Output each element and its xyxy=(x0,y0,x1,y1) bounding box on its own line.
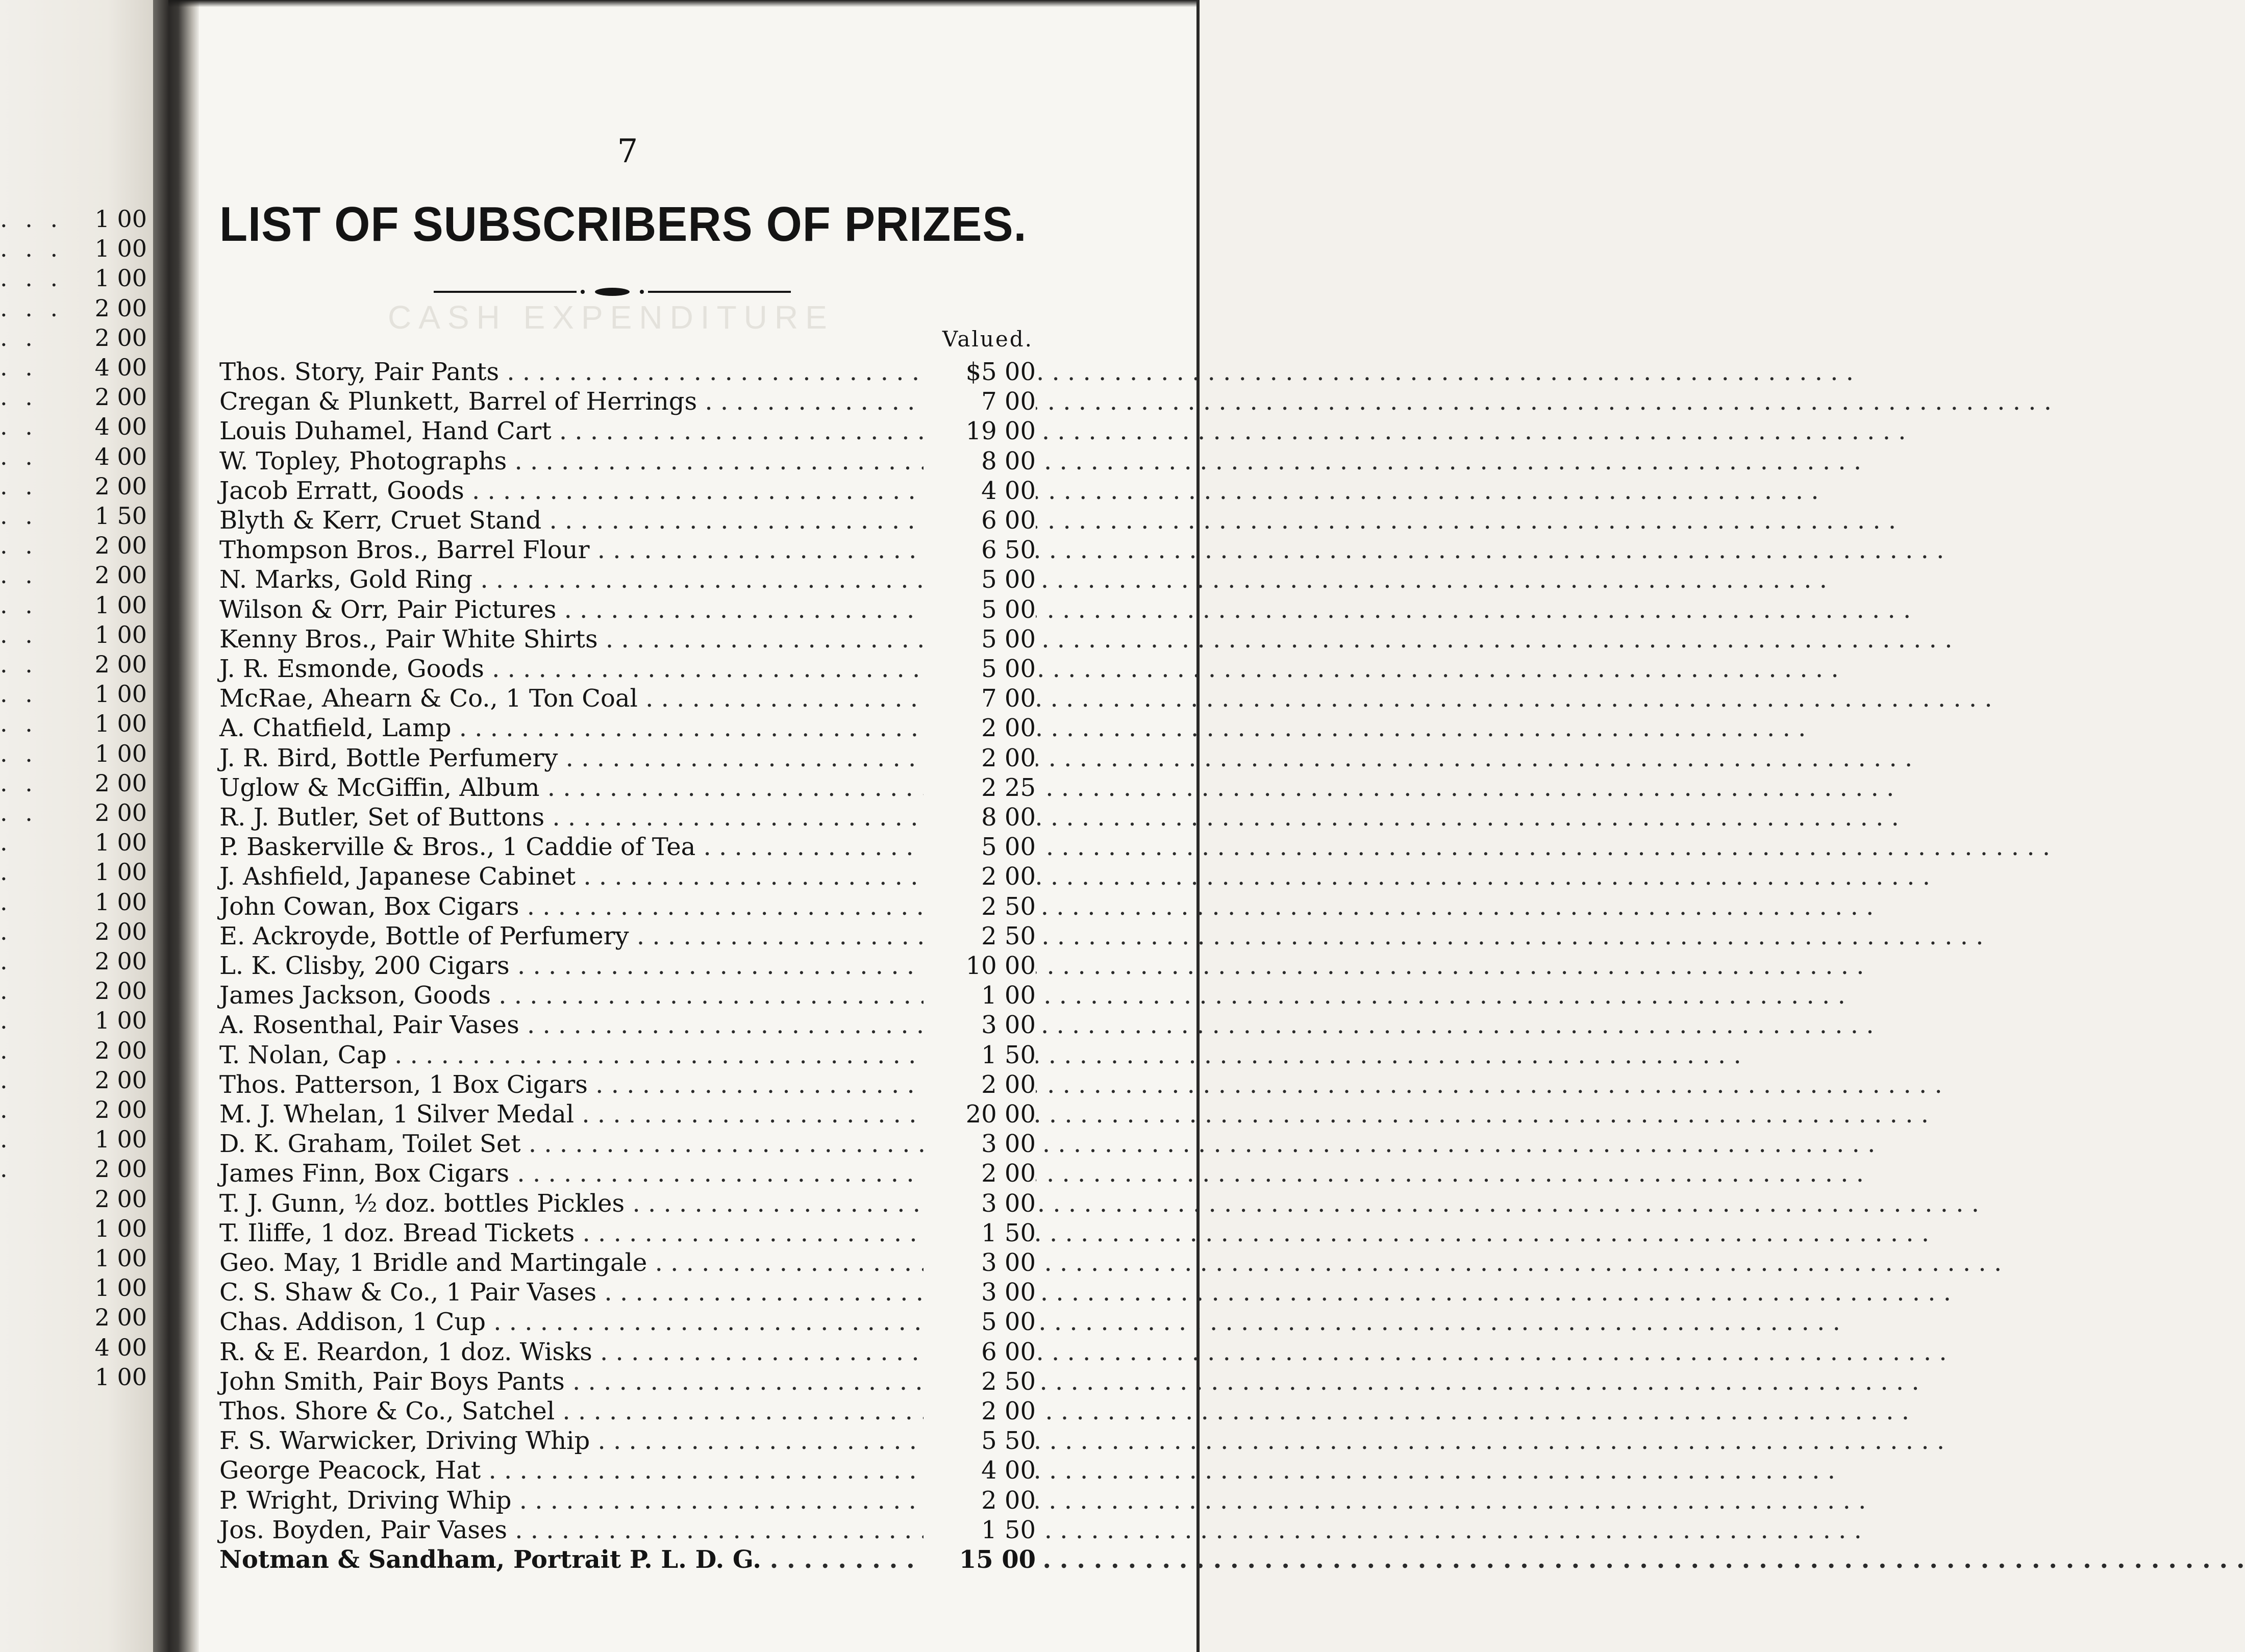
prize-row xyxy=(219,595,1036,624)
left-amount: 1 00 xyxy=(94,1274,147,1302)
left-amount-row xyxy=(0,531,153,560)
left-amount: 1 00 xyxy=(94,829,147,857)
left-amount: 1 00 xyxy=(94,710,147,738)
prize-row xyxy=(219,1010,1036,1040)
prize-row xyxy=(219,1248,1036,1278)
prize-description: L. K. Clisby, 200 Cigars . . . xyxy=(219,951,931,981)
prize-description: Thos. Patterson, 1 Box Cigars . . . xyxy=(219,1070,931,1099)
prize-description: J. Ashfield, Japanese Cabinet . . . xyxy=(219,862,931,891)
prize-description: R. J. Butler, Set of Buttons . . . xyxy=(219,803,931,832)
prize-row xyxy=(219,476,1036,506)
left-amount-row xyxy=(0,798,153,828)
prize-value: 20 00 xyxy=(924,1099,1036,1129)
left-amount: 2 00 xyxy=(94,323,147,352)
left-amount: 2 00 xyxy=(94,769,147,797)
prize-value: 2 00 xyxy=(924,713,1036,743)
leader-dots: . . xyxy=(0,710,38,738)
prize-description: Wilson & Orr, Pair Pictures . . . xyxy=(219,595,931,624)
left-amount: 1 00 xyxy=(94,1214,147,1242)
prize-value: 1 50 xyxy=(924,1040,1036,1070)
prize-value: 7 00 xyxy=(924,387,1036,416)
left-amount: 2 00 xyxy=(94,383,147,411)
leader-dots: . xyxy=(0,977,13,1005)
prize-row xyxy=(219,446,1036,476)
prize-row xyxy=(219,357,1036,387)
prize-row xyxy=(219,743,1036,773)
prize-description: A. Chatfield, Lamp . . . xyxy=(219,713,931,743)
prize-description: Kenny Bros., Pair White Shirts . . . xyxy=(219,624,931,654)
left-amount: 2 00 xyxy=(94,1096,147,1123)
prize-description: John Cowan, Box Cigars . . . xyxy=(219,892,931,921)
leader-dots: . xyxy=(0,947,13,975)
left-amount-row xyxy=(0,768,153,798)
leader-dots: . . xyxy=(0,323,38,352)
left-amount-row xyxy=(0,471,153,501)
prize-description: George Peacock, Hat . . . xyxy=(219,1456,931,1485)
prize-description: C. S. Shaw & Co., 1 Pair Vases . . . xyxy=(219,1278,931,1307)
prize-description: W. Topley, Photographs . . . xyxy=(219,446,931,476)
left-amount: 1 00 xyxy=(94,739,147,767)
left-amount: 2 00 xyxy=(94,1185,147,1213)
prize-description: D. K. Graham, Toilet Set . . . xyxy=(219,1129,931,1159)
prize-row xyxy=(219,951,1036,981)
prize-value: 19 00 xyxy=(924,416,1036,446)
prize-description: P. Wright, Driving Whip . . . xyxy=(219,1486,931,1515)
prize-value: 2 25 xyxy=(924,773,1036,803)
left-amount: 4 00 xyxy=(94,354,147,381)
left-amount-row xyxy=(0,828,153,857)
prize-value: $5 00 xyxy=(924,357,1036,387)
left-amount-row xyxy=(0,1184,153,1214)
left-amount: 2 00 xyxy=(94,1036,147,1064)
leader-dots: . . xyxy=(0,739,38,767)
prize-value: 7 00 xyxy=(924,684,1036,713)
leader-dots: . . . xyxy=(0,264,63,292)
prize-value: 8 00 xyxy=(924,446,1036,476)
left-amount: 2 00 xyxy=(94,650,147,678)
leader-dots: . . xyxy=(0,799,38,827)
leader-dots: . . xyxy=(0,472,38,500)
prize-description: Blyth & Kerr, Cruet Stand . . . xyxy=(219,506,931,535)
prize-description: T. Nolan, Cap . . . xyxy=(219,1040,931,1070)
leader-dots: . . . xyxy=(0,205,63,233)
left-amount: 2 00 xyxy=(94,977,147,1005)
left-amount-row xyxy=(0,679,153,709)
page-number: 7 xyxy=(617,133,638,170)
left-amount-row xyxy=(0,1154,153,1184)
prize-value: 8 00 xyxy=(924,803,1036,832)
left-amount-row xyxy=(0,1214,153,1243)
prize-description: McRae, Ahearn & Co., 1 Ton Coal . . . xyxy=(219,684,931,713)
left-amount: 1 00 xyxy=(94,620,147,648)
left-amount: 4 00 xyxy=(94,413,147,441)
left-amount: 1 00 xyxy=(94,858,147,886)
prize-value: 3 00 xyxy=(924,1189,1036,1218)
prize-row xyxy=(219,1486,1036,1515)
leader-dots: . . xyxy=(0,769,38,797)
leader-dots: . . . xyxy=(0,294,63,322)
prize-value: 3 00 xyxy=(924,1129,1036,1159)
left-amount: 1 50 xyxy=(94,502,147,530)
prize-row xyxy=(219,862,1036,891)
left-amount-row xyxy=(0,412,153,441)
left-amount-row xyxy=(0,1243,153,1273)
prize-value: 2 00 xyxy=(924,1070,1036,1099)
left-amount: 2 00 xyxy=(94,294,147,322)
left-amount-row xyxy=(0,976,153,1006)
prize-row xyxy=(219,387,1036,416)
left-amount-row xyxy=(0,1124,153,1154)
prize-description: A. Rosenthal, Pair Vases . . . xyxy=(219,1010,931,1040)
left-amount-row xyxy=(0,1095,153,1124)
leader-dots: . xyxy=(0,829,13,857)
leader-dots: . xyxy=(0,917,13,945)
prize-description: Geo. May, 1 Bridle and Martingale . . . xyxy=(219,1248,931,1278)
left-amount: 1 00 xyxy=(94,1363,147,1391)
prize-value: 1 00 xyxy=(924,981,1036,1010)
prize-row xyxy=(219,506,1036,535)
prize-row xyxy=(219,1099,1036,1129)
leader-dots: . . xyxy=(0,650,38,678)
leader-dots: . xyxy=(0,1007,13,1035)
prize-value: 2 00 xyxy=(924,862,1036,891)
left-amount-row xyxy=(0,946,153,976)
left-amount-row xyxy=(0,323,153,353)
prize-row xyxy=(219,654,1036,684)
left-amount-row xyxy=(0,353,153,382)
left-amount-row xyxy=(0,234,153,263)
prize-row xyxy=(219,1367,1036,1396)
prize-value: 5 00 xyxy=(924,565,1036,594)
prize-value: 1 50 xyxy=(924,1515,1036,1545)
prize-value: 5 00 xyxy=(924,624,1036,654)
left-amount-row xyxy=(0,1273,153,1303)
prize-description: T. J. Gunn, ½ doz. bottles Pickles . . . xyxy=(219,1189,931,1218)
prize-row xyxy=(219,832,1036,862)
left-amount: 1 00 xyxy=(94,235,147,263)
prize-description: M. J. Whelan, 1 Silver Medal . . . xyxy=(219,1099,931,1129)
leader-dots: . xyxy=(0,858,13,886)
prize-value: 5 00 xyxy=(924,832,1036,862)
prize-row xyxy=(219,773,1036,803)
left-amount-row xyxy=(0,620,153,649)
left-amount-row xyxy=(0,709,153,738)
leader-dots: . . xyxy=(0,591,38,619)
left-amount: 2 00 xyxy=(94,472,147,500)
prize-value: 6 00 xyxy=(924,506,1036,535)
left-amount: 2 00 xyxy=(94,561,147,589)
left-amount: 1 00 xyxy=(94,1125,147,1154)
prize-description: F. S. Warwicker, Driving Whip . . . xyxy=(219,1426,931,1456)
left-amount-row xyxy=(0,1303,153,1332)
prize-row xyxy=(219,1129,1036,1159)
prize-value: 2 50 xyxy=(924,921,1036,951)
leader-dots: . xyxy=(0,1125,13,1154)
left-amount: 2 00 xyxy=(94,1155,147,1183)
prize-description: T. Iliffe, 1 doz. Bread Tickets . . . xyxy=(219,1218,931,1248)
prize-description: Jos. Boyden, Pair Vases . . . xyxy=(219,1515,931,1545)
prize-value: 3 00 xyxy=(924,1010,1036,1040)
prize-value: 5 00 xyxy=(924,1307,1036,1337)
prize-description: N. Marks, Gold Ring . . . xyxy=(219,565,931,594)
leader-dots: . xyxy=(0,1096,13,1123)
left-amount: 2 00 xyxy=(94,532,147,560)
leader-dots: . . xyxy=(0,561,38,589)
left-amount: 4 00 xyxy=(94,442,147,470)
prize-row xyxy=(219,565,1036,594)
left-amount-row xyxy=(0,590,153,620)
prize-value: 3 00 xyxy=(924,1278,1036,1307)
left-amount: 1 00 xyxy=(94,1244,147,1272)
prize-description: Thompson Bros., Barrel Flour . . . xyxy=(219,535,931,565)
prize-description: R. & E. Reardon, 1 doz. Wisks . . . xyxy=(219,1337,931,1367)
prize-description: Notman & Sandham, Portrait P. L. D. G. . . . xyxy=(219,1545,931,1574)
prize-row xyxy=(219,1189,1036,1218)
leader-dots: . xyxy=(0,1155,13,1183)
prize-description: James Jackson, Goods . . . xyxy=(219,981,931,1010)
prize-row xyxy=(219,1545,1036,1574)
prize-value: 5 50 xyxy=(924,1426,1036,1456)
prize-row xyxy=(219,1307,1036,1337)
left-amount-row xyxy=(0,501,153,531)
left-amount: 1 00 xyxy=(94,591,147,619)
prize-description: John Smith, Pair Boys Pants . . . xyxy=(219,1367,931,1396)
left-amount-row xyxy=(0,1036,153,1065)
prize-row xyxy=(219,1337,1036,1367)
valued-column-header: Valued. xyxy=(942,327,1033,352)
prize-value: 6 00 xyxy=(924,1337,1036,1367)
prize-description: P. Baskerville & Bros., 1 Caddie of Tea . . . xyxy=(219,832,931,862)
prize-value: 2 50 xyxy=(924,1367,1036,1396)
prize-row xyxy=(219,1515,1036,1545)
leader-dots: . xyxy=(0,888,13,916)
left-amount-row xyxy=(0,739,153,768)
prize-value: 15 00 xyxy=(924,1545,1036,1574)
prize-description: James Finn, Box Cigars . . . xyxy=(219,1159,931,1188)
left-amount: 1 00 xyxy=(94,680,147,708)
left-amount: 1 00 xyxy=(94,1007,147,1035)
prize-value: 4 00 xyxy=(924,1456,1036,1485)
top-edge-shadow xyxy=(168,0,1200,7)
leader-dots: . . xyxy=(0,354,38,381)
prize-description: J. R. Bird, Bottle Perfumery . . . xyxy=(219,743,931,773)
prize-row xyxy=(219,624,1036,654)
prize-row xyxy=(219,1159,1036,1188)
prize-value: 6 50 xyxy=(924,535,1036,565)
prize-row xyxy=(219,803,1036,832)
prize-value: 2 00 xyxy=(924,743,1036,773)
prize-row xyxy=(219,1040,1036,1070)
left-amount: 1 00 xyxy=(94,205,147,233)
prize-row xyxy=(219,1218,1036,1248)
left-amount: 1 00 xyxy=(94,888,147,916)
prize-row xyxy=(219,535,1036,565)
left-amount-row xyxy=(0,649,153,679)
left-amount-row xyxy=(0,560,153,590)
left-amount: 2 00 xyxy=(94,1066,147,1094)
bleed-through-text: CASH EXPENDITURE xyxy=(388,299,834,336)
prize-row xyxy=(219,1396,1036,1426)
prize-row xyxy=(219,1426,1036,1456)
prize-row xyxy=(219,684,1036,713)
left-amount: 2 00 xyxy=(94,799,147,827)
prize-value: 2 00 xyxy=(924,1159,1036,1188)
prize-row xyxy=(219,921,1036,951)
book-gutter xyxy=(153,0,199,1652)
prize-description: Chas. Addison, 1 Cup . . . xyxy=(219,1307,931,1337)
prize-description: Thos. Shore & Co., Satchel . . . xyxy=(219,1396,931,1426)
left-amount-row xyxy=(0,204,153,234)
leader-dots: . . . xyxy=(0,235,63,263)
prize-description: E. Ackroyde, Bottle of Perfumery . . . xyxy=(219,921,931,951)
leader-dots: . xyxy=(0,1066,13,1094)
prize-description: J. R. Esmonde, Goods . . . xyxy=(219,654,931,684)
prize-row xyxy=(219,1278,1036,1307)
left-amount-row xyxy=(0,382,153,412)
left-amount-row xyxy=(0,293,153,323)
prize-row xyxy=(219,892,1036,921)
prize-value: 2 00 xyxy=(924,1396,1036,1426)
prize-description: Louis Duhamel, Hand Cart . . . xyxy=(219,416,931,446)
leader-dots: . . xyxy=(0,502,38,530)
left-amount-row xyxy=(0,1006,153,1035)
prize-value: 1 50 xyxy=(924,1218,1036,1248)
prize-row xyxy=(219,713,1036,743)
page-title: LIST OF SUBSCRIBERS OF PRIZES. xyxy=(219,197,1027,252)
left-amount: 4 00 xyxy=(94,1333,147,1361)
left-amount: 1 00 xyxy=(94,264,147,292)
prize-value: 3 00 xyxy=(924,1248,1036,1278)
leader-dots: . . xyxy=(0,413,38,441)
prize-value: 5 00 xyxy=(924,654,1036,684)
leader-dots: . xyxy=(0,1036,13,1064)
left-amount-row xyxy=(0,857,153,887)
leader-dots: . . xyxy=(0,442,38,470)
prize-description: Thos. Story, Pair Pants . . . xyxy=(219,357,931,387)
left-amount-row xyxy=(0,1333,153,1362)
leader-dots: . . xyxy=(0,680,38,708)
left-amount-row xyxy=(0,917,153,946)
prize-row xyxy=(219,1070,1036,1099)
title-ornament-rule xyxy=(434,286,791,298)
prize-value: 2 50 xyxy=(924,892,1036,921)
prize-row xyxy=(219,1456,1036,1485)
prize-row xyxy=(219,981,1036,1010)
prize-row xyxy=(219,416,1036,446)
left-amount-row xyxy=(0,442,153,471)
prize-value: 5 00 xyxy=(924,595,1036,624)
left-amount-row xyxy=(0,263,153,293)
prize-description: Cregan & Plunkett, Barrel of Herrings . . . xyxy=(219,387,931,416)
left-amount: 2 00 xyxy=(94,917,147,945)
leader-dots: . . xyxy=(0,532,38,560)
left-amount-row xyxy=(0,1362,153,1392)
prize-value: 10 00 xyxy=(924,951,1036,981)
left-amount: 2 00 xyxy=(94,947,147,975)
left-amount-row xyxy=(0,887,153,917)
prize-description: Uglow & McGiffin, Album . . . xyxy=(219,773,931,803)
prize-description: Jacob Erratt, Goods . . . xyxy=(219,476,931,506)
prize-value: 2 00 xyxy=(924,1486,1036,1515)
leader-dots: . . xyxy=(0,383,38,411)
left-amount-row xyxy=(0,1065,153,1095)
left-amount: 2 00 xyxy=(94,1304,147,1332)
leader-dots: . . xyxy=(0,620,38,648)
prize-value: 4 00 xyxy=(924,476,1036,506)
